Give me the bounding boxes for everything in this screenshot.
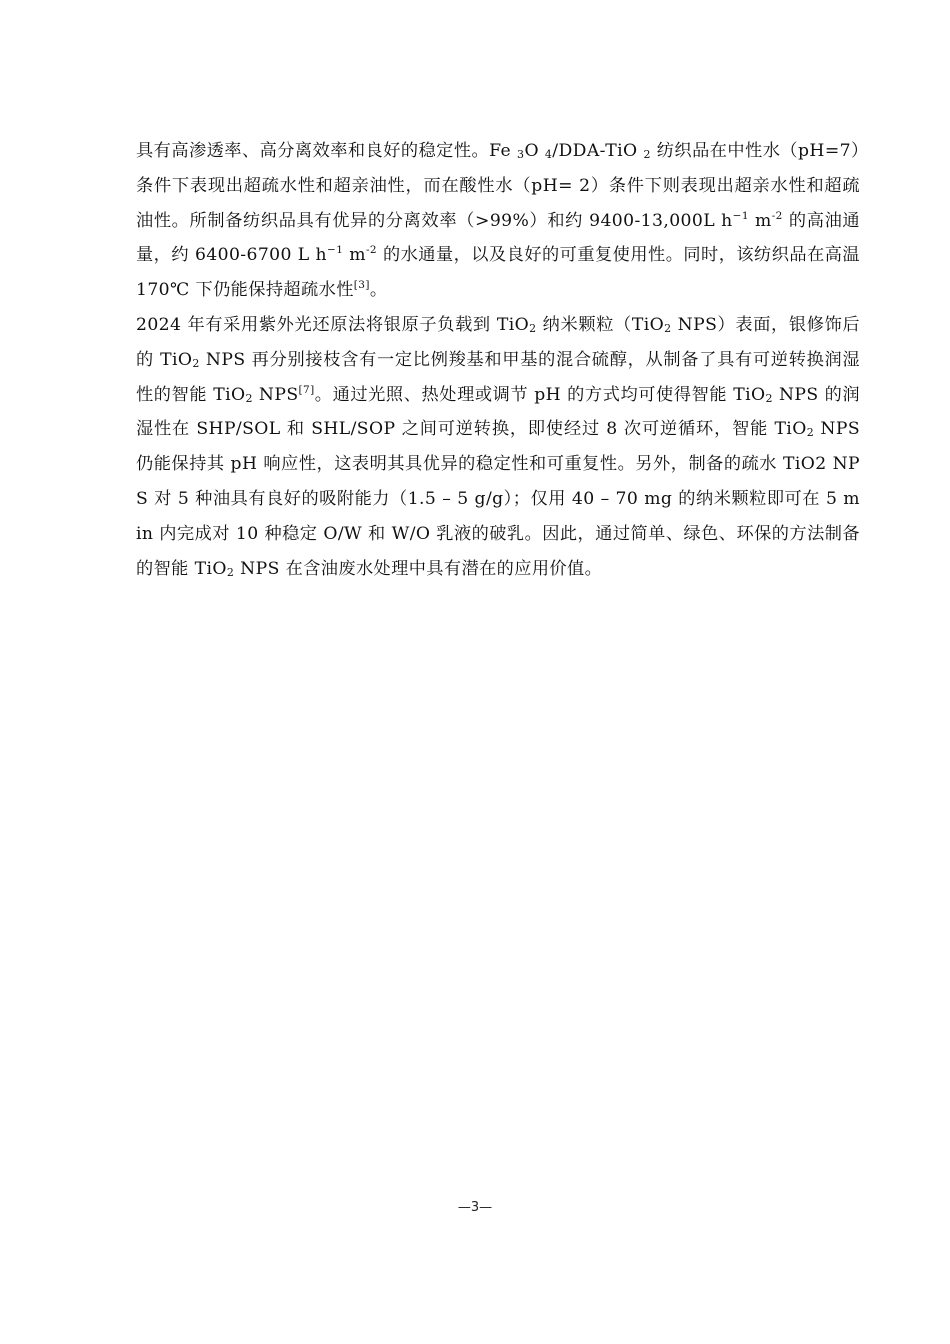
superscript-run: -2 bbox=[771, 209, 783, 222]
text-run: m bbox=[343, 245, 366, 266]
subscript-run: 2 bbox=[664, 321, 672, 335]
text-run: 的水通量，以及良好的可重复使用性。同时，该纺织品在高温 170℃ 下仍能保持超疏水性 bbox=[136, 245, 860, 301]
superscript-run: -2 bbox=[365, 244, 377, 257]
text-run: 纳米颗粒（TiO bbox=[536, 314, 665, 335]
text-run: NPS bbox=[252, 384, 299, 405]
text-run: NPS 仍能保持其 pH 响应性，这表明其具优异的稳定性和可重复性。另外，制备的疏水 TiO2 NPS 对 5 种油具有良好的吸附能力（1.5 – 5 g/g）；仅用 40 – 70 mg 的纳米颗粒即可在 5 min 内完成对 10 种稳定 O/W 和 W/O 乳液的破乳。因此，通过简单、绿色、环保的方法制备的智能 TiO bbox=[136, 419, 860, 579]
text-run: NPS）表面，银修饰后的 TiO bbox=[136, 314, 860, 370]
subscript-run: 2 bbox=[765, 391, 773, 405]
paragraph-p2 bbox=[136, 308, 860, 586]
superscript-run: −1 bbox=[732, 209, 749, 222]
subscript-run: 2 bbox=[529, 321, 537, 335]
text-run: 的高油通量，约 6400-6700 L h bbox=[136, 210, 861, 266]
page-number: —3— bbox=[457, 1200, 493, 1215]
subscript-run: 2 bbox=[643, 148, 651, 161]
text-run: 纺织品在中性水（pH=7）条件下表现出超疏水性和超亲油性，而在酸性水（pH= 2）条件下则表现出超亲水性和超疏油性。所制备纺织品具有优异的分离效率（>99%）和约 9400-13,000L h bbox=[136, 141, 861, 231]
text-run: NPS 再分别接枝含有一定比例羧基和甲基的混合硫醇，从制备了具有可逆转换润湿性的智能 TiO bbox=[136, 349, 860, 405]
text-run: /DDA-TiO bbox=[552, 141, 644, 161]
subscript-run: 2 bbox=[192, 356, 200, 370]
subscript-run: 3 bbox=[517, 148, 525, 161]
text-run: 。 bbox=[369, 280, 388, 301]
text-run: NPS 的润湿性在 SHP/SOL 和 SHL/SOP 之间可逆转换，即使经过 8 次可逆循环，智能 TiO bbox=[136, 384, 860, 440]
text-run: m bbox=[748, 210, 772, 231]
superscript-run: [3] bbox=[353, 279, 370, 292]
text-run: 2024 年有采用紫外光还原法将银原子负载到 TiO bbox=[136, 314, 530, 335]
subscript-run: 4 bbox=[544, 148, 553, 161]
subscript-run: 2 bbox=[226, 565, 235, 579]
text-run: 具有高渗透率、高分离效率和良好的稳定性。Fe bbox=[136, 141, 518, 161]
paragraph-p1 bbox=[136, 134, 860, 308]
superscript-run: −1 bbox=[327, 244, 344, 257]
subscript-run: 2 bbox=[806, 426, 815, 440]
body-text bbox=[136, 134, 860, 586]
subscript-run: 2 bbox=[245, 391, 253, 405]
superscript-run: [7] bbox=[298, 383, 315, 396]
text-run: NPS 在含油废水处理中具有潜在的应用价值。 bbox=[234, 558, 603, 579]
text-run: O bbox=[524, 141, 545, 161]
text-run: 。通过光照、热处理或调节 pH 的方式均可使得智能 TiO bbox=[314, 384, 766, 405]
